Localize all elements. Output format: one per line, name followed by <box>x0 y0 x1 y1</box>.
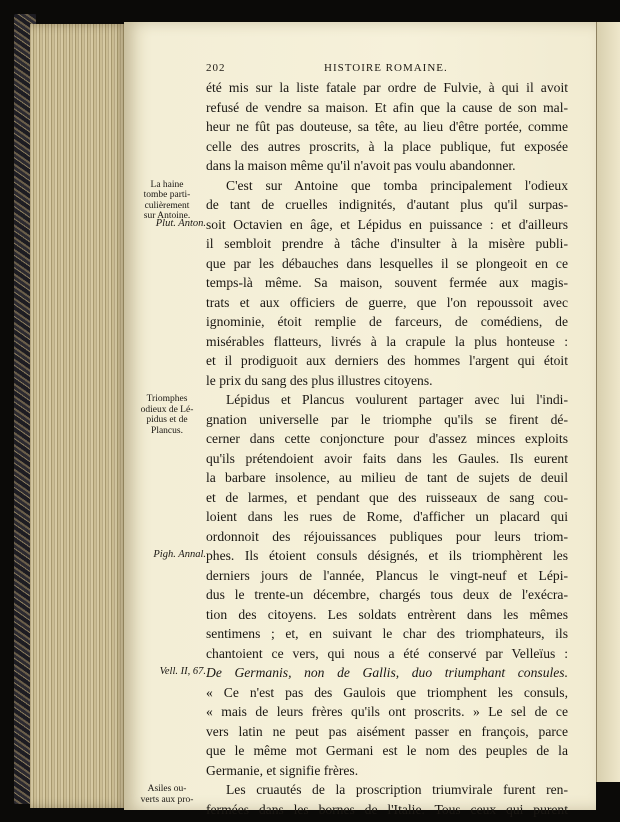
text-line: sentimens ; et, en suivant le char des triomphateurs, ils <box>206 626 568 641</box>
margin-note-line: Plancus. <box>151 425 183 436</box>
text-line: ordonnoit des réjouissances publiques pour leurs triom- <box>206 528 568 544</box>
text-line: qu'ils prétendoient avoir faits dans les Gaules. Ils eurent <box>206 450 568 466</box>
running-title: HISTOIRE ROMAINE. <box>324 62 448 74</box>
text-line: derniers jours de l'année, Plancus le vingt-neuf et Lépi- <box>206 567 568 583</box>
margin-note <box>128 219 206 230</box>
margin-note-line: Plut. Anton. <box>155 217 206 229</box>
text-line: Les cruautés de la proscription triumvirale furent ren- <box>226 782 568 797</box>
text-line: « Ce n'est pas des Gaulois que triomphent les consuls, <box>206 684 568 700</box>
margin-note-line: culièrement <box>144 200 190 211</box>
text-line: été mis sur la liste fatale par ordre de Fulvie, à qui il avoit <box>206 80 568 95</box>
text-line: ignominie, étoit remplie de farceurs, de comédiens, de <box>206 314 568 329</box>
text-line: phes. Ils étoient consuls désignés, et ils triomphèrent les <box>206 548 568 563</box>
margin-note-line: Triomphes <box>146 394 188 404</box>
margin-note-line: verts aux pro- <box>140 794 194 805</box>
page-block-edge <box>30 24 128 808</box>
text-line: gnation universelle par le triomphe qu'ils se firent dé- <box>206 411 568 427</box>
margin-note <box>128 667 206 678</box>
text-line: « mais de leurs frères qu'ils ont proscrits. » Le sel de ce <box>206 704 568 719</box>
text-line: tion des citoyens. Les soldats entrèrent dans les mêmes <box>206 606 568 622</box>
text-line: celle des autres proscrits, à la place publique, fut exposée <box>206 138 568 154</box>
margin-note-line: odieux de Lé- <box>140 404 194 415</box>
text-line: Lépidus et Plancus voulurent partager avec lui l'indi- <box>226 392 568 407</box>
margin-note-line: Vell. II, 67. <box>159 666 206 677</box>
text-line: que par les débauches dans lesquelles il se plongeoit en ce <box>206 255 568 271</box>
text-line: chantoient ce vers, qui nous a été conservé par Velleïus : <box>206 645 568 661</box>
text-line: et de larmes, et pendant que des ruisseaux de sang cou- <box>206 489 568 505</box>
text-line: dus le trente-un décembre, chargés tous deux de l'exécra- <box>206 587 568 602</box>
page-number: 202 <box>206 62 226 74</box>
text-line: misérables flatteurs, livrés à la crapule la plus honteuse : <box>206 333 568 349</box>
margin-note <box>128 550 206 561</box>
margin-note-line: La haine <box>150 179 184 190</box>
text-line: que le même mot Germani est le nom des peuples de la <box>206 743 568 758</box>
text-line: vers latin ne peut pas aisément passer en françois, parce <box>206 723 568 739</box>
text-line: il sembloit prendre à tâche d'insulter à la misère publi- <box>206 236 568 251</box>
text-line: dans la maison même qu'il n'avoit pas voulu abandonner. <box>206 158 516 173</box>
text-line: et il prodiguoit aux derniers des hommes l'argent qui étoit <box>206 353 568 368</box>
text-line: temps-là même. Sa maison, souvent fermée aux magis- <box>206 275 568 290</box>
text-line: le prix du sang des plus illustres citoyens. <box>206 372 433 388</box>
margin-note <box>128 394 206 436</box>
text-line: soit Octavien en âge, et Lépidus en puissance : et d'ailleurs <box>206 216 568 232</box>
text-line: C'est sur Antoine que tomba principalement l'odieux <box>226 177 568 193</box>
margin-note-line: sur Antoine. <box>143 211 191 221</box>
text-line: fermées dans les bornes de l'Italie. Tous ceux qui purent <box>206 801 568 817</box>
text-line: trats et aux officiers de guerre, que l'on repoussoit avec <box>206 294 568 310</box>
text-line: cerner dans cette conjoncture pour d'assez minces exploits <box>206 431 568 446</box>
margin-note <box>128 180 206 222</box>
text-line: De Germanis, non de Gallis, duo triumphant consules. <box>206 665 568 680</box>
text-line: la barbare insolence, au milieu de tant de sujets de deuil <box>206 470 568 485</box>
facing-page-edge <box>596 22 620 782</box>
margin-note-line: Asiles ou- <box>147 784 187 794</box>
running-head <box>206 62 566 78</box>
text-line: Germanie, et signifie frères. <box>206 762 359 778</box>
margin-note-line: tombe parti- <box>143 190 191 200</box>
margin-note-line: pidus et de <box>146 415 188 425</box>
text-line: heur ne fût pas douteuse, sa tête, au lieu d'être portée, comme <box>206 119 568 134</box>
text-line: de tant de cruelles indignités, d'autant plus qu'il surpas- <box>206 197 568 212</box>
margin-note <box>128 784 206 805</box>
body-text <box>206 78 568 819</box>
text-line: refusé de vendre sa maison. Et afin que la cause de son mal- <box>206 99 568 115</box>
margin-note-line: Pigh. Annal. <box>153 549 206 560</box>
text-line: loient dans les rues de Rome, d'afficher un placard qui <box>206 509 568 524</box>
